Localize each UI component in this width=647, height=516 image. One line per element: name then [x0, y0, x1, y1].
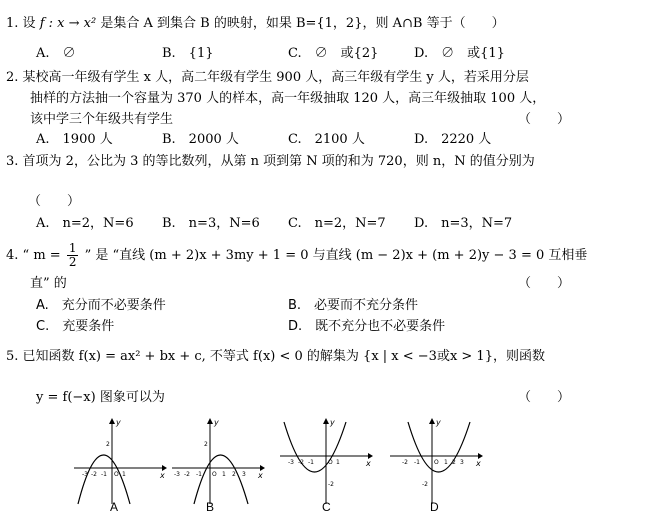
- q2-answer-paren: （ ）: [518, 112, 571, 127]
- q1-option-a: A. ∅: [36, 46, 76, 61]
- graph-b-y-label: y: [214, 418, 219, 427]
- graph-d-tick-3: 3: [460, 459, 464, 466]
- q2-option-d: D. 2220 人: [414, 132, 492, 147]
- graph-a-tick-neg3: -3: [82, 471, 88, 478]
- q4-text-1b: ” 是 “直线 (m + 2)x + 3my + 1 = 0 与直线 (m − 2)x + (m + 2)y − 3 = 0 互相垂: [84, 248, 588, 263]
- graph-b-x-label: x: [258, 471, 263, 480]
- q1-number: 1.: [6, 16, 19, 31]
- q5-line1: [6, 345, 545, 364]
- graph-c-tick-neg3: -3: [288, 459, 294, 466]
- q4-fraction-numerator: 1: [68, 241, 77, 255]
- q3-option-b: B. n=3，N=6: [162, 216, 260, 231]
- graph-a-tick-1: 1: [122, 471, 126, 478]
- graph-c-tick-yneg2: -2: [328, 481, 334, 488]
- q4-answer-paren: （ ）: [518, 276, 571, 291]
- graph-d: [388, 416, 484, 506]
- graph-d-y-label: y: [436, 418, 441, 427]
- graph-d-label: D: [430, 500, 439, 514]
- q1-text-b: 是集合 A 到集合 B 的映射，如果 B={1，2}，则 A∩B 等于（ ）: [100, 16, 505, 31]
- q4-option-d: D. 既不充分也不必要条件: [288, 319, 446, 334]
- graph-b-tick-neg3: -3: [174, 471, 180, 478]
- q4-line2: 直” 的: [30, 276, 67, 291]
- graph-d-tick-1: 1: [444, 459, 448, 466]
- q4-option-a: A. 充分而不必要条件: [36, 298, 166, 313]
- graph-c-y-arrow: [323, 418, 329, 424]
- graph-d-tick-2: 2: [452, 459, 456, 466]
- graph-d-x-label: x: [476, 459, 481, 468]
- graph-a-tick-y2: 2: [106, 441, 110, 448]
- q4-option-c: C. 充要条件: [36, 319, 115, 334]
- graph-b-y-arrow: [207, 418, 213, 424]
- graph-b: [170, 416, 266, 506]
- graph-b-tick-neg2: -2: [184, 471, 190, 478]
- q3-line1: [6, 150, 535, 169]
- graph-b-tick-y2: 2: [204, 441, 208, 448]
- graph-d-tick-neg2: -2: [402, 459, 408, 466]
- graph-a: [72, 416, 168, 506]
- q1-stem: [6, 12, 505, 31]
- q4-fraction-denominator: 2: [68, 255, 77, 269]
- q1-option-b: B. {1}: [162, 46, 214, 61]
- q4-number: 4.: [6, 248, 19, 263]
- q5-text-1: 已知函数 f(x) = ax² + bx + c, 不等式 f(x) < 0 的解集为 {x | x < −3或x > 1}，则函数: [22, 349, 545, 364]
- graph-a-y-label: y: [116, 418, 121, 427]
- q2-option-a: A. 1900 人: [36, 132, 113, 147]
- q1-option-d: D. ∅ 或{1}: [414, 46, 505, 61]
- q3-option-a: A. n=2，N=6: [36, 216, 134, 231]
- graph-b-origin: O: [212, 471, 217, 478]
- q3-option-c: C. n=2，N=7: [288, 216, 386, 231]
- graph-a-origin: O: [114, 471, 119, 478]
- q1-math: f : x → x²: [39, 16, 97, 31]
- graph-a-curve: [78, 455, 130, 504]
- q2-line1: [6, 66, 529, 85]
- graph-a-x-label: x: [160, 471, 165, 480]
- graph-d-tick-neg1: -1: [414, 459, 420, 466]
- graph-d-origin: O: [434, 459, 439, 466]
- graph-b-tick-1: 1: [222, 471, 226, 478]
- q2-option-b: B. 2000 人: [162, 132, 239, 147]
- graph-a-tick-neg1: -1: [101, 471, 107, 478]
- graph-c-origin: O: [328, 459, 333, 466]
- q2-text-1: 某校高一年级有学生 x 人，高二年级有学生 900 人，高三年级有学生 y 人，若采用分层: [22, 70, 529, 85]
- q2-number: 2.: [6, 70, 19, 85]
- q2-option-c: C. 2100 人: [288, 132, 365, 147]
- graph-c-tick-neg2: -2: [298, 459, 304, 466]
- q1-option-c: C. ∅ 或{2}: [288, 46, 379, 61]
- graph-c-tick-neg1: -1: [308, 459, 314, 466]
- graph-d-y-arrow: [429, 418, 435, 424]
- q4-fraction: [67, 242, 79, 269]
- graph-a-y-arrow: [109, 418, 115, 424]
- q5-answer-paren: （ ）: [518, 390, 571, 405]
- q3-number: 3.: [6, 154, 19, 169]
- q4-text-1a: “ m =: [22, 248, 61, 263]
- graph-a-tick-neg2: -2: [91, 471, 97, 478]
- graph-c-x-label: x: [366, 459, 371, 468]
- q5-line2: y = f(−x) 图象可以为: [36, 390, 165, 405]
- q3-text-1: 首项为 2，公比为 3 的等比数列，从第 n 项到第 N 项的和为 720，则 n，N 的值分别为: [22, 154, 535, 169]
- graph-b-label: B: [206, 500, 215, 514]
- graph-c-label: C: [322, 500, 331, 514]
- graph-c-y-label: y: [330, 418, 335, 427]
- q5-number: 5.: [6, 349, 19, 364]
- graph-b-tick-neg1: -1: [196, 471, 202, 478]
- q3-answer-paren: （ ）: [28, 194, 81, 209]
- q2-line3: 该中学三个年级共有学生: [30, 112, 174, 127]
- graph-c-tick-1: 1: [336, 459, 340, 466]
- q2-line2: 抽样的方法抽一个容量为 370 人的样本，高一年级抽取 120 人，高三年级抽取 100 人，: [30, 91, 546, 106]
- graph-d-tick-yneg2: -2: [422, 481, 428, 488]
- graph-b-tick-3: 3: [242, 471, 246, 478]
- graph-a-label: A: [110, 500, 119, 514]
- graph-b-curve: [194, 455, 248, 504]
- graph-c: [278, 416, 374, 506]
- graph-b-tick-2: 2: [232, 471, 236, 478]
- q4-option-b: B. 必要而不充分条件: [288, 298, 419, 313]
- q1-text-a: 设: [22, 16, 36, 31]
- q3-option-d: D. n=3，N=7: [414, 216, 513, 231]
- q4-line1: [6, 242, 587, 269]
